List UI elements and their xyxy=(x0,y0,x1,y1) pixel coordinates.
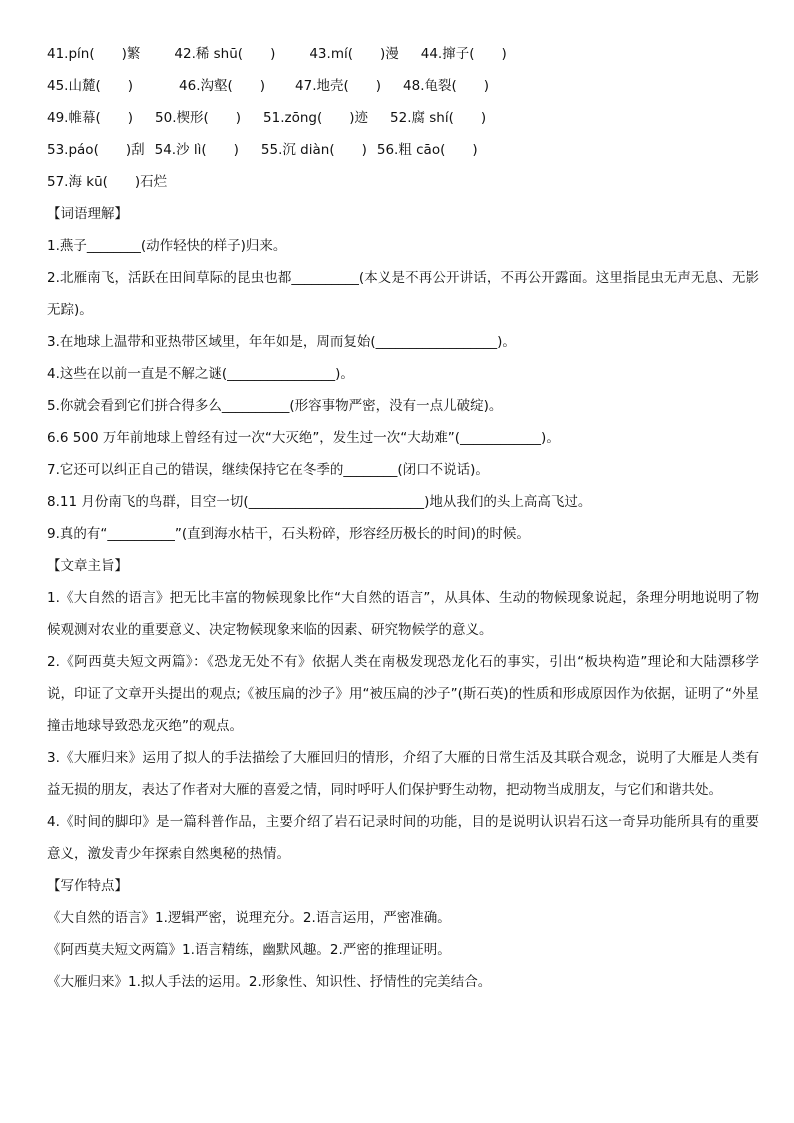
pinyin-row-2 xyxy=(47,70,759,102)
writing-item: 《阿西莫夫短文两篇》1.语言精练，幽默风趣。2.严密的推理证明。 xyxy=(47,942,451,958)
section-title-vocab: 【词语理解】 xyxy=(47,206,128,222)
worksheet-page xyxy=(47,38,759,998)
pinyin-item-44: 44.撺子( ) xyxy=(420,46,507,62)
pinyin-item-54: 54.沙 lì( ) xyxy=(154,142,239,158)
pinyin-item-57: 57.海 kū( )石烂 xyxy=(47,174,168,190)
pinyin-row-3 xyxy=(47,102,759,134)
pinyin-item-56: 56.粗 cāo( ) xyxy=(376,142,478,158)
vocab-list xyxy=(47,230,759,550)
pinyin-item-55: 55.沉 diàn( ) xyxy=(260,142,367,158)
pinyin-item-52: 52.腐 shí( ) xyxy=(390,110,487,126)
pinyin-item-43: 43.mí( )漫 xyxy=(309,46,399,62)
vocab-item: 2.北雁南飞，活跃在田间草际的昆虫也都__________(本义是不再公开讲话，不再公开露面。这里指昆虫无声无息、无影无踪)。 xyxy=(47,270,759,318)
pinyin-item-48: 48.龟裂( ) xyxy=(403,78,490,94)
writing-item: 《大自然的语言》1.逻辑严密，说理充分。2.语言运用，严密准确。 xyxy=(47,910,451,926)
pinyin-row-1 xyxy=(47,38,759,70)
vocab-item: 3.在地球上温带和亚热带区域里，年年如是，周而复始(__________________)。 xyxy=(47,334,516,350)
pinyin-item-47: 47.地壳( ) xyxy=(295,78,382,94)
vocab-item: 8.11 月份南飞的鸟群，目空一切(__________________________)地从我们的头上高高飞过。 xyxy=(47,494,592,510)
pinyin-item-42: 42.稀 shū( ) xyxy=(174,46,276,62)
vocab-item: 9.真的有“__________”(直到海水枯干，石头粉碎，形容经历极长的时间)的时候。 xyxy=(47,526,530,542)
pinyin-row-5 xyxy=(47,166,759,198)
section-title-theme: 【文章主旨】 xyxy=(47,558,128,574)
writing-item: 《大雁归来》1.拟人手法的运用。2.形象性、知识性、抒情性的完美结合。 xyxy=(47,974,492,990)
writing-list xyxy=(47,902,759,998)
pinyin-item-46: 46.沟壑( ) xyxy=(179,78,266,94)
theme-item: 4.《时间的脚印》是一篇科普作品，主要介绍了岩石记录时间的功能，目的是说明认识岩石这一奇异功能所具有的重要意义，激发青少年探索自然奥秘的热情。 xyxy=(47,814,759,862)
vocab-item: 6.6 500 万年前地球上曾经有过一次“大灭绝”，发生过一次“大劫难”(____________)。 xyxy=(47,430,560,446)
theme-item: 1.《大自然的语言》把无比丰富的物候现象比作“大自然的语言”，从具体、生动的物候现象说起，条理分明地说明了物候观测对农业的重要意义、决定物候现象来临的因素、研究物候学的意义。 xyxy=(47,590,759,638)
pinyin-item-51: 51.zōng( )迹 xyxy=(263,110,369,126)
pinyin-item-50: 50.楔形( ) xyxy=(155,110,242,126)
vocab-item: 7.它还可以纠正自己的错误，继续保持它在冬季的________(闭口不说话)。 xyxy=(47,462,489,478)
theme-item: 3.《大雁归来》运用了拟人的手法描绘了大雁回归的情形，介绍了大雁的日常生活及其联合观念，说明了大雁是人类有益无损的朋友，表达了作者对大雁的喜爱之情，同时呼吁人们保护野生动物，把动物当成朋友，与它们和谐共处。 xyxy=(47,750,759,798)
section-title-writing: 【写作特点】 xyxy=(47,878,128,894)
vocab-item: 1.燕子________(动作轻快的样子)归来。 xyxy=(47,238,287,254)
theme-list xyxy=(47,582,759,870)
theme-item: 2.《阿西莫夫短文两篇》：《恐龙无处不有》依据人类在南极发现恐龙化石的事实，引出“板块构造”理论和大陆漂移学说，印证了文章开头提出的观点;《被压扁的沙子》用“被压扁的沙子”(斯石英)的性质和形成原因作为依据，证明了“外星撞击地球导致恐龙灭绝”的观点。 xyxy=(47,654,759,734)
pinyin-item-49: 49.帷幕( ) xyxy=(47,110,134,126)
pinyin-item-53: 53.páo( )刮 xyxy=(47,142,145,158)
pinyin-item-45: 45.山麓( ) xyxy=(47,78,134,94)
vocab-item: 5.你就会看到它们拼合得多么__________(形容事物严密，没有一点儿破绽)。 xyxy=(47,398,503,414)
pinyin-row-4 xyxy=(47,134,759,166)
pinyin-item-41: 41.pín( )繁 xyxy=(47,46,141,62)
vocab-item: 4.这些在以前一直是不解之谜(________________)。 xyxy=(47,366,354,382)
